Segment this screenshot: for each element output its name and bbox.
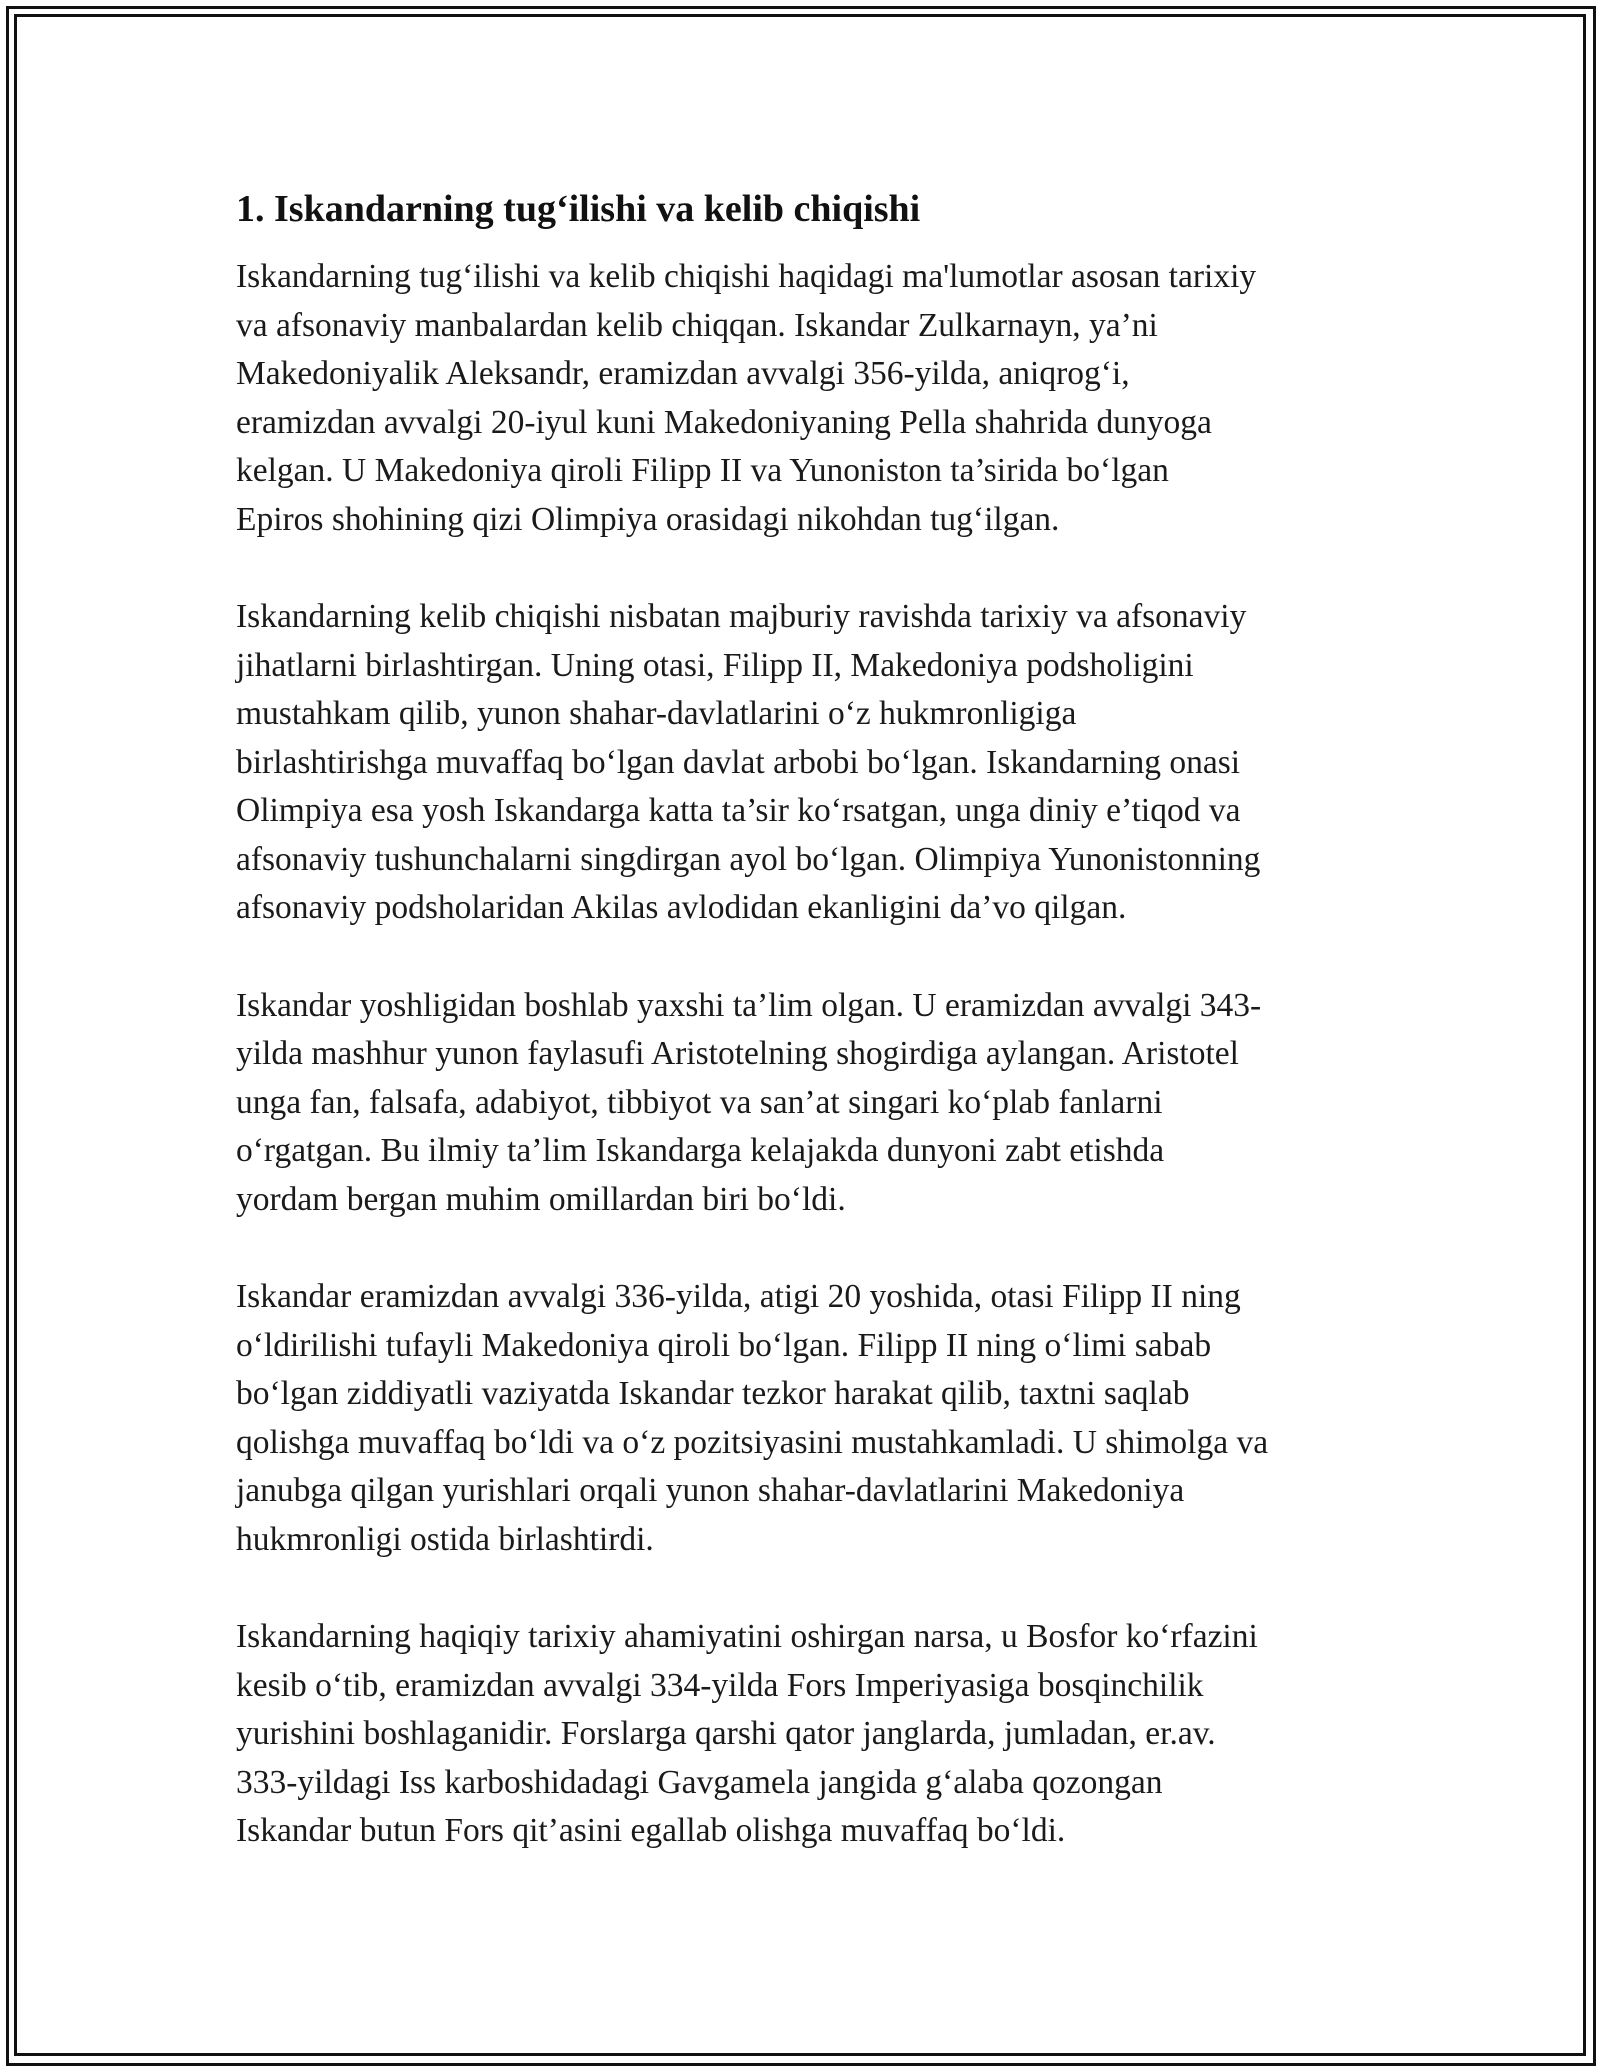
paragraph	[236, 1273, 1366, 1564]
paragraph-line: va afsonaviy manbalardan kelib chiqqan. Iskandar Zulkarnayn, ya’ni	[236, 306, 1158, 344]
paragraph-line: o‘ldirilishi tufayli Makedoniya qiroli bo‘lgan. Filipp II ning o‘limi sabab	[236, 1326, 1212, 1364]
paragraphs-container	[236, 253, 1366, 1856]
paragraph-line: birlashtirishga muvaffaq bo‘lgan davlat arbobi bo‘lgan. Iskandarning onasi	[236, 743, 1241, 781]
paragraph-line: afsonaviy podsholaridan Akilas avlodidan ekanligini da’vo qilgan.	[236, 889, 1127, 926]
paragraph	[236, 593, 1366, 933]
paragraph-line: Iskandarning tug‘ilishi va kelib chiqishi haqidagi ma'lumotlar asosan tarixiy	[236, 258, 1257, 295]
paragraph-line: qolishga muvaffaq bo‘ldi va o‘z pozitsiyasini mustahkamladi. U shimolga va	[236, 1423, 1269, 1461]
paragraph-line: Iskandar eramizdan avvalgi 336-yilda, atigi 20 yoshida, otasi Filipp II ning	[236, 1278, 1241, 1315]
paragraph	[236, 1613, 1366, 1856]
paragraph-line: Olimpiya esa yosh Iskandarga katta ta’sir ko‘rsatgan, unga diniy e’tiqod va	[236, 792, 1241, 829]
paragraph-line: afsonaviy tushunchalarni singdirgan ayol bo‘lgan. Olimpiya Yunonistonning	[236, 840, 1261, 878]
paragraph-line: bo‘lgan ziddiyatli vaziyatda Iskandar tezkor harakat qilib, taxtni saqlab	[236, 1375, 1190, 1412]
paragraph-line: jihatlarni birlashtirgan. Uning otasi, Filipp II, Makedoniya podsholigini	[236, 646, 1194, 684]
paragraph-line: yordam bergan muhim omillardan biri bo‘ldi.	[236, 1180, 846, 1218]
paragraph-line: Iskandar butun Fors qit’asini egallab olishga muvaffaq bo‘ldi.	[236, 1812, 1066, 1849]
paragraph-line: Iskandar yoshligidan boshlab yaxshi ta’lim olgan. U eramizdan avvalgi 343-	[236, 986, 1262, 1024]
paragraph-line: kelgan. U Makedoniya qiroli Filipp II va Yunoniston ta’sirida bo‘lgan	[236, 452, 1169, 489]
paragraph	[236, 253, 1366, 544]
paragraph-line: Iskandarning haqiqiy tarixiy ahamiyatini oshirgan narsa, u Bosfor ko‘rfazini	[236, 1618, 1258, 1655]
paragraph-line: kesib o‘tib, eramizdan avvalgi 334-yilda Fors Imperiyasiga bosqinchilik	[236, 1666, 1204, 1704]
paragraph-line: unga fan, falsafa, adabiyot, tibbiyot va san’at singari ko‘plab fanlarni	[236, 1083, 1163, 1121]
paragraph-line: yilda mashhur yunon faylasufi Aristotelning shogirdiga aylangan. Aristotel	[236, 1035, 1239, 1072]
paragraph-line: 333-yildagi Iss karboshidadagi Gavgamela jangida g‘alaba qozongan	[236, 1763, 1163, 1801]
paragraph-line: yurishini boshlaganidir. Forslarga qarshi qator janglarda, jumladan, er.av.	[236, 1715, 1216, 1752]
paragraph-line: o‘rgatgan. Bu ilmiy ta’lim Iskandarga kelajakda dunyoni zabt etishda	[236, 1132, 1165, 1169]
paragraph-line: mustahkam qilib, yunon shahar-davlatlarini o‘z hukmronligiga	[236, 695, 1077, 732]
section-heading: 1. Iskandarning tug‘ilishi va kelib chiqishi	[236, 188, 921, 230]
paragraph-line: Epiros shohining qizi Olimpiya orasidagi nikohdan tug‘ilgan.	[236, 500, 1060, 538]
document-body	[236, 185, 1366, 1905]
paragraph-line: Iskandarning kelib chiqishi nisbatan majburiy ravishda tarixiy va afsonaviy	[236, 598, 1247, 635]
paragraph-line: Makedoniyalik Aleksandr, eramizdan avvalgi 356-yilda, aniqrog‘i,	[236, 355, 1130, 392]
paragraph-line: hukmronligi ostida birlashtirdi.	[236, 1520, 654, 1558]
paragraph-line: eramizdan avvalgi 20-iyul kuni Makedoniyaning Pella shahrida dunyoga	[236, 403, 1212, 441]
paragraph-line: janubga qilgan yurishlari orqali yunon shahar-davlatlarini Makedoniya	[236, 1472, 1185, 1509]
paragraph	[236, 982, 1366, 1225]
